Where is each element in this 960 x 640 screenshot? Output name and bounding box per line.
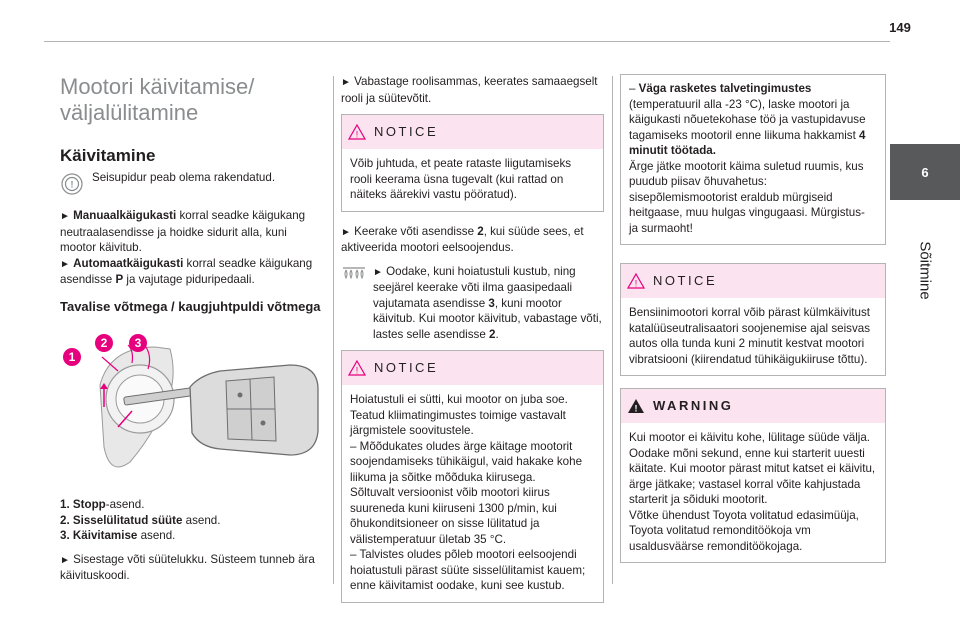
warning-triangle-icon bbox=[627, 273, 645, 289]
turn-key-paragraph bbox=[341, 224, 604, 256]
notice-title: NOTICE bbox=[374, 124, 439, 140]
notice-line: – Talvistes oludes põleb mootori eelsoojendi hoiatustuli pärast süüte sisselülitamist kauem; enne käivitamist oodake, kuni see kustub. bbox=[350, 548, 586, 592]
release-lock-paragraph bbox=[341, 74, 604, 106]
svg-text:!: ! bbox=[634, 278, 638, 289]
list-item: 3. Käivitamise asend. bbox=[60, 529, 176, 542]
page-number: 149 bbox=[889, 20, 911, 35]
column-divider-1 bbox=[333, 76, 334, 584]
page-title: Mootori käivitamise/ väljalülitamine bbox=[60, 74, 255, 125]
callout-1-label: 1 bbox=[68, 349, 76, 364]
warning-body bbox=[621, 423, 885, 562]
header-rule bbox=[44, 41, 890, 42]
arrow-icon: ► bbox=[60, 211, 70, 222]
cold-weather-text: (temperatuuril alla -23 °C), laske mootori ja käigukasti nõuetekohase töö ja vastupidavuse tagamiseks mootoril enne liikuma hakkamist bbox=[629, 97, 866, 142]
wait-text: Oodake, kuni hoiatustuli kustub, ning seejärel keerake võti ilma gaasipedaali vajutamata asendisse bbox=[373, 264, 576, 310]
turn-key-text: Keerake võti asendisse bbox=[354, 224, 478, 238]
column-2 bbox=[341, 74, 604, 615]
ventilation-warning-text: Ärge jätke mootorit käima suletud ruumis, kus puudub piisav õhuvahetus: sisepõlemismootorist eraldub mürgiseid heitgaase, muu hulgas vingugaasi. Mürgistus- ja surmaoht! bbox=[629, 159, 865, 235]
warning-title: WARNING bbox=[653, 398, 734, 414]
svg-text:!: ! bbox=[355, 129, 359, 140]
callout-3-label: 3 bbox=[134, 335, 142, 350]
notice-box-2 bbox=[341, 350, 604, 603]
ignition-key-illustration bbox=[60, 327, 325, 487]
manual-gearbox-text: korral seadke käigukang neutraalasendisse ja hoidke sidurit alla, kuni mootor käivitub. bbox=[60, 209, 306, 254]
arrow-icon: ► bbox=[373, 266, 383, 278]
column-3 bbox=[620, 74, 886, 575]
notice-line: Teatud kliimatingimustes toimige vastavalt järgmistele soovitustele. bbox=[350, 408, 566, 437]
warning-line: Võtke ühendust Toyota volitatud edasimüüja, Toyota volitatud remonditöökoja vm usaldusväärse remonditöökojaga. bbox=[629, 508, 859, 553]
auto-gearbox-text-end: ja vajutage piduripedaali. bbox=[123, 273, 255, 286]
svg-text:!: ! bbox=[70, 179, 74, 189]
release-lock-text: Vabastage roolisammas, keerates samaaegselt rooli ja süütevõtit. bbox=[341, 75, 598, 105]
notice-text: Võib juhtuda, et peate rataste liigutamiseks rooli keerama üsna tugevalt (kui rattad on näiteks äärekivi vastu pööratud). bbox=[350, 157, 572, 201]
arrow-icon: ► bbox=[60, 258, 70, 270]
column-1 bbox=[60, 74, 325, 592]
notice-body bbox=[342, 385, 603, 602]
notice-box-3 bbox=[620, 263, 886, 376]
callout-2-label: 2 bbox=[100, 335, 108, 350]
auto-gearbox-label: Automaatkäigukasti bbox=[73, 256, 184, 270]
insert-key-text: Sisestage võti süütelukku. Süsteem tunneb ära käivituskoodi. bbox=[60, 552, 315, 582]
svg-text:!: ! bbox=[355, 365, 359, 376]
insert-key-paragraph bbox=[60, 552, 325, 584]
glow-plug-icon bbox=[341, 264, 373, 285]
chapter-label bbox=[898, 215, 952, 325]
notice-box-1 bbox=[341, 114, 604, 212]
warning-triangle-icon bbox=[348, 124, 366, 140]
list-item: 1. Stopp-asend. bbox=[60, 498, 145, 511]
warning-box bbox=[620, 388, 886, 563]
cold-weather-label: Väga rasketes talvetingimustes bbox=[638, 82, 812, 95]
turn-key-position: 2 bbox=[477, 224, 484, 238]
arrow-icon: ► bbox=[60, 554, 70, 566]
cold-dash: – bbox=[629, 82, 639, 95]
notice-title: NOTICE bbox=[653, 273, 718, 289]
key-positions-list bbox=[60, 497, 325, 544]
chapter-title: Sõitmine bbox=[916, 240, 934, 300]
notice-text: Bensiinimootori korral võib pärast külmkäivitust katalüüseutralisaatori soojenemise ajal seisvas autos olla tunda kuni 2 minutit kestvat mootori vibratsiooni (kiirendatud tühikäigukiiruse tõttu). bbox=[629, 306, 871, 366]
list-item: 2. Sisselülitatud süüte asend. bbox=[60, 513, 221, 527]
park-position: P bbox=[115, 273, 124, 286]
arrow-icon: ► bbox=[341, 77, 351, 88]
cold-weather-box bbox=[620, 74, 886, 245]
warning-triangle-icon bbox=[348, 360, 366, 376]
notice-line: Sõltuvalt versioonist võib mootori kiirus suureneda kuni kiiruseni 1300 p/min, kui õhukonditsioneer on sisse lülitatud ja välistemperatuur ületab 35 °C. bbox=[350, 486, 557, 546]
note-text: Seisupidur peab olema rakendatud. bbox=[92, 170, 276, 184]
notice-line: – Mõõdukates oludes ärge käitage mootorit soojendamiseks tühikäigul, vaid hakake kohe liikuma ja sõitke mõõduka kiirusega. bbox=[350, 439, 583, 484]
notice-box-header bbox=[342, 115, 603, 149]
turn-key-text-end: , kui süüde sees, et aktiveerida mootori eelsoojendus. bbox=[341, 224, 584, 254]
chapter-tab[interactable]: 6 bbox=[890, 144, 960, 200]
warning-line: Kui mootor ei käivitu kohe, lülitage süüde välja. bbox=[629, 431, 871, 444]
auto-gearbox-text: korral seadke käigukang asendisse bbox=[60, 256, 313, 286]
notice-line: Hoiatustuli ei sütti, kui mootor on juba soe. bbox=[350, 393, 568, 406]
arrow-icon: ► bbox=[341, 226, 351, 238]
parking-brake-note bbox=[60, 170, 325, 201]
warm-up-duration: 4 minutit töötada. bbox=[629, 128, 866, 157]
notice-body bbox=[621, 298, 885, 375]
warning-line: Oodake mõni sekund, enne kui starterit uuesti käitate. Kui mootor pärast mitut katset ei käivitu, ärge jätkake; vastasel korral võite kahjustada starterit ja sõiduki mootorit. bbox=[629, 446, 876, 506]
manual-gearbox-label: Manuaalkäigukasti bbox=[73, 209, 177, 222]
info-circle-icon bbox=[60, 170, 92, 201]
warning-box-header bbox=[621, 389, 885, 423]
warning-filled-icon bbox=[627, 398, 645, 414]
notice-box-header bbox=[342, 351, 603, 385]
key-section-title: Tavalise võtmega / kaugjuhtpuldi võtmega bbox=[60, 298, 321, 314]
svg-text:!: ! bbox=[634, 403, 638, 414]
notice-box-header bbox=[621, 264, 885, 298]
column-divider-2 bbox=[612, 76, 613, 584]
notice-title: NOTICE bbox=[374, 360, 439, 376]
section-title-start: Käivitamine bbox=[60, 146, 156, 165]
manual-gearbox-paragraph bbox=[60, 208, 325, 288]
wait-preheat-paragraph: ► Oodake, kuni hoiatustuli kustub, ning seejärel keerake võti ilma gaasipedaali vajutamata asendisse 3, kuni mootor käivitub. Kui mootor käivitub, vabastage võti, lastes selle asendisse 2. bbox=[341, 264, 604, 343]
notice-body bbox=[342, 149, 603, 211]
